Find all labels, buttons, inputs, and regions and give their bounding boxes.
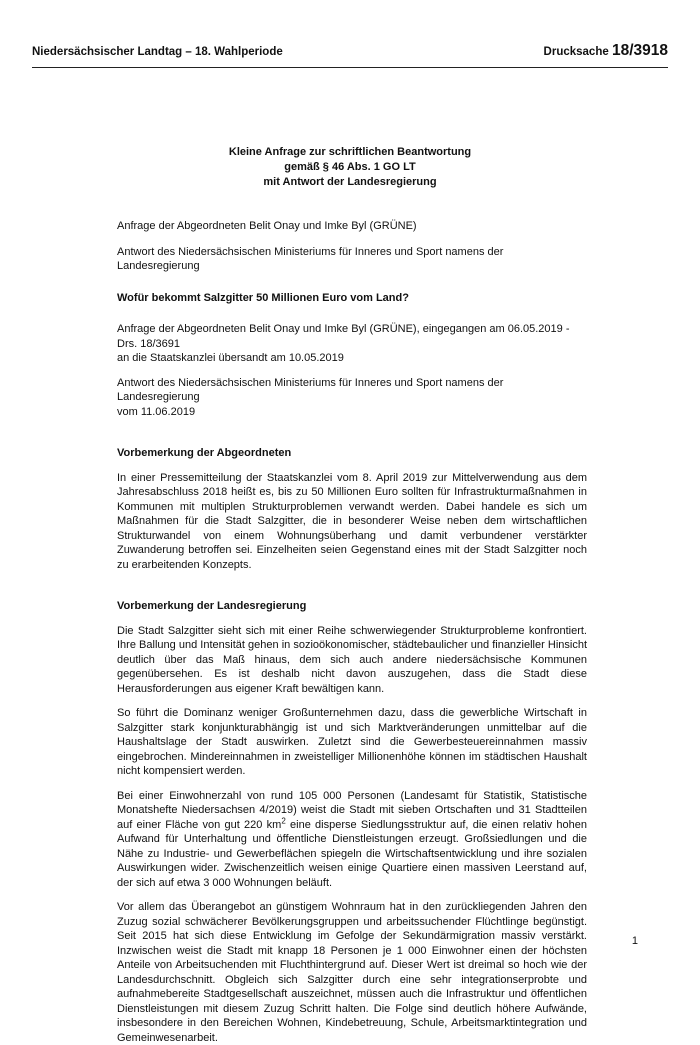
section-paragraph: So führt die Dominanz weniger Großunternehmen dazu, dass die gewerbliche Wirtschaft in Salzgitter stark konjunkturabhängig ist und sich Marktveränderungen unmittelbar auf die Haushaltslage der Stadt auswirken. Zuletzt sind die Gewerbesteuereinnahmen massiv eingebrochen. Mindereinnahmen in zweistelliger Millionenhöhe können im städtischen Haushalt nicht kompensiert werden. bbox=[117, 707, 587, 777]
drucksache-label: Drucksache bbox=[543, 46, 609, 58]
drucksache-number: 18/3918 bbox=[611, 42, 668, 59]
submission-details bbox=[117, 322, 587, 366]
title-line-3: mit Antwort der Landesregierung bbox=[263, 176, 437, 188]
section-heading-landesregierung: Vorbemerkung der Landesregierung bbox=[117, 600, 307, 612]
superscript: 2 bbox=[281, 815, 286, 825]
page-header bbox=[32, 42, 668, 64]
anfrage-line: Anfrage der Abgeordneten Belit Onay und Imke Byl (GRÜNE) bbox=[117, 220, 417, 232]
section-paragraph: Vor allem das Überangebot an günstigem Wohnraum hat in den zurückliegenden Jahren den Zuzug sozial schwächerer Bevölkerungsgruppen und arbeitssuchender Flüchtlinge begünstigt. Seit 2015 hat sich diese Entwicklung im Gefolge der Sekundärmigration massiv verstärkt. Inzwischen weist die Stadt mit knapp 18 Personen je 1 000 Einwohner einen der höchsten Anteile von Arbeitsuchenden mit Fluchthintergrund auf. Dieser Wert ist dreimal so hoch wie der Landesdurchschnitt. Obgleich sich Salzgitter durch eine sehr integrationserprobte und aufnahmebereite Stadtgesellschaft auszeichnet, müssen auch die Infrastruktur und öffentlichen Dienstleistungen mit diesem Zuzug Schritt halten. Die Folge sind deutlich höhere Aufwände, insbesondere in den Bereichen Wohnen, Kindebetreuung, Schule, Arbeitsmarktintegration und Gemeinwesenarbeit. bbox=[117, 901, 587, 1044]
drucksache-ref bbox=[544, 42, 668, 60]
paragraph-text: eine disperse Siedlungsstruktur auf, die einen relativ hohen Aufwand für Unterhaltung und öffentliche Dienstleistungen erzeugt. Großsiedlungen und die Nähe zu Industrie- und Gewerbeflächen spiegeln die Wirtschaftsentwicklung und ihre sozialen Auswirkungen wider. Zwischenzeitlich weisen einige Quartiere einen massiven Leerstand auf, der sich auf etwa 3 000 Wohnungen beläuft. bbox=[117, 818, 587, 889]
section-paragraph bbox=[117, 789, 587, 891]
section-heading-abgeordnete: Vorbemerkung der Abgeordneten bbox=[117, 447, 292, 459]
page-number: 1 bbox=[631, 935, 638, 947]
document-title bbox=[0, 145, 700, 190]
title-line-2: gemäß § 46 Abs. 1 GO LT bbox=[284, 161, 416, 173]
header-divider bbox=[32, 67, 668, 68]
details-line-1: Anfrage der Abgeordneten Belit Onay und Imke Byl (GRÜNE), eingegangen am 06.05.2019 - bbox=[117, 323, 570, 335]
paragraph-text: Bei einer Einwohnerzahl von rund 105 000 Personen (Landesamt für Statistik, Statistische Monatshefte Niedersachsen 4/2019) weist die Stadt mit sieben Ortschaften und 31 Stadtteilen auf einer Fläche von gut 220 km bbox=[117, 789, 587, 831]
answer-line-2: vom 11.06.2019 bbox=[117, 405, 196, 418]
details-line-2: Drs. 18/3691 bbox=[117, 337, 180, 350]
section-paragraph: Die Stadt Salzgitter sieht sich mit einer Reihe schwerwiegender Strukturprobleme konfrontiert. Ihre Ballung und Intensität gehen in sozioökonomischer, städtebaulicher und finanzieller Hinsicht deutlich über das Maß hinaus, dem sich auch andere niedersächsische Kommunen gegenübersehen. Es ist deshalb nicht davon auszugehen, dass die Stadt diese Herausforderungen aus eigener Kraft bewältigen kann. bbox=[117, 624, 587, 695]
section-paragraph: In einer Pressemitteilung der Staatskanzlei vom 8. April 2019 zur Mittelverwendung aus dem Jahresabschluss 2018 heißt es, bis zu 50 Millionen Euro sollten für Infrastrukturmaßnahmen in Kommunen mit multiplen Strukturproblemen verwandt werden. Dabei handele es sich um Maßnahmen für die Stadt Salzgitter, die in besonderer Weise neben dem wirtschaftlichen Strukturwandel von einem Wohnungsüberhang und damit verbundener verstärkter Zuwanderung betroffen sei. Einzelheiten seien Gegenstand eines mit der Stadt Salzgitter noch zu erarbeitenden Konzepts. bbox=[117, 471, 587, 571]
answer-line-1: Antwort des Niedersächsischen Ministeriums für Inneres und Sport namens der Landesregierung bbox=[117, 376, 504, 403]
parliament-title: Niedersächsischer Landtag – 18. Wahlperiode bbox=[32, 46, 283, 58]
document-body bbox=[117, 219, 587, 1045]
antwort-line: Antwort des Niedersächsischen Ministeriums für Inneres und Sport namens der Landesregierung bbox=[117, 245, 504, 272]
details-line-3: an die Staatskanzlei übersandt am 10.05.2019 bbox=[117, 352, 344, 364]
title-line-1: Kleine Anfrage zur schriftlichen Beantwortung bbox=[228, 146, 472, 158]
question-title: Wofür bekommt Salzgitter 50 Millionen Euro vom Land? bbox=[117, 291, 409, 304]
answer-details bbox=[117, 376, 587, 420]
